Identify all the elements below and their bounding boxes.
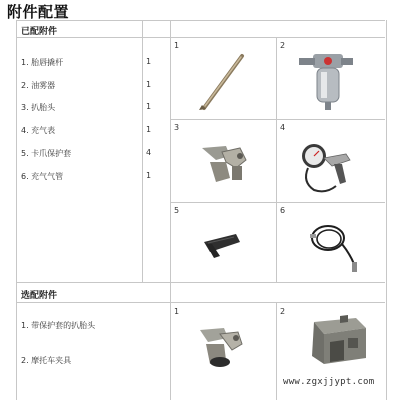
air-hose-photo (298, 214, 362, 276)
column-rule (170, 20, 171, 400)
quantity-value: 1 (146, 57, 152, 66)
column-rule (276, 37, 277, 282)
grid-rule (170, 202, 385, 203)
quantity-value: 1 (146, 102, 152, 111)
list-item: 6. 充气气管 (21, 172, 64, 181)
standard-accessories-header: 已配附件 (21, 27, 58, 37)
image-number: 5 (174, 206, 180, 215)
optional-accessories-header: 选配附件 (21, 291, 58, 301)
column-rule (276, 302, 277, 400)
image-number: 4 (280, 123, 286, 132)
image-number: 2 (280, 41, 286, 50)
header-rule (16, 302, 385, 303)
bead-lever-photo (190, 52, 250, 112)
column-rule (142, 20, 143, 282)
quantity-value: 4 (146, 148, 152, 157)
quantity-value: 1 (146, 125, 152, 134)
image-number: 1 (174, 41, 180, 50)
image-number: 1 (174, 307, 180, 316)
protected-mount-head-photo (190, 322, 250, 372)
table-top-border (16, 20, 385, 21)
motorcycle-clamp-photo (300, 312, 372, 378)
header-rule (16, 37, 385, 38)
list-item: 4. 充气表 (21, 126, 56, 135)
mount-head-photo (196, 138, 252, 188)
list-item: 1. 带保护套的扒胎头 (21, 321, 96, 330)
list-item: 2. 油雾器 (21, 81, 56, 90)
lubricator-photo (295, 48, 359, 114)
list-item: 1. 胎唇撬杆 (21, 58, 64, 67)
image-number: 2 (280, 307, 286, 316)
inflation-gauge-photo (296, 134, 360, 196)
list-item: 2. 摩托车夹具 (21, 356, 72, 365)
section-divider (16, 282, 385, 283)
list-item: 5. 卡爪保护套 (21, 149, 72, 158)
watermark: www.zgxjjypt.com (283, 377, 375, 387)
page-title: 附件配置 (7, 3, 70, 21)
list-item: 3. 扒胎头 (21, 103, 56, 112)
jaw-protector-photo (200, 226, 244, 262)
image-number: 6 (280, 206, 286, 215)
quantity-value: 1 (146, 80, 152, 89)
grid-rule (170, 119, 385, 120)
quantity-value: 1 (146, 171, 152, 180)
image-number: 3 (174, 123, 180, 132)
